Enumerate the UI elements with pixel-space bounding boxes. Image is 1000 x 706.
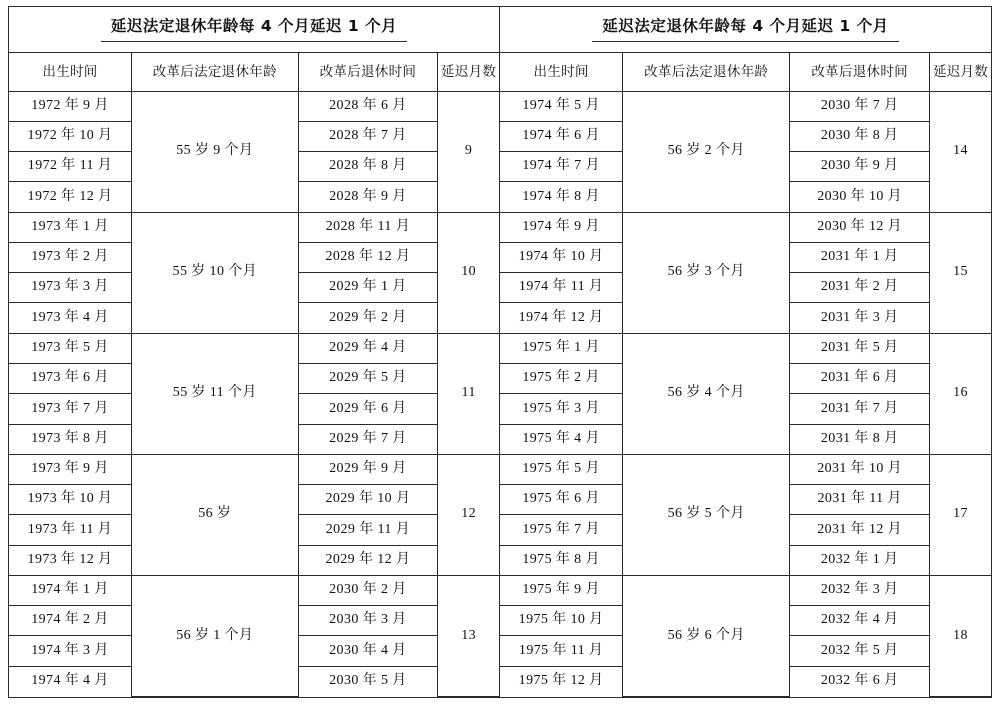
cell-retire: 2028 年 9 月 (298, 182, 438, 212)
cell-birth: 1975 年 11 月 (500, 636, 623, 666)
table-body-left (9, 7, 499, 697)
cell-birth: 1975 年 1 月 (500, 333, 623, 363)
cell-birth: 1974 年 11 月 (500, 273, 623, 303)
table-row (9, 333, 499, 363)
retirement-schedule-tables (8, 6, 992, 698)
cell-retire: 2029 年 2 月 (298, 303, 438, 333)
cell-birth: 1975 年 6 月 (500, 485, 623, 515)
cell-delay: 17 (930, 454, 991, 575)
cell-birth: 1973 年 12 月 (9, 545, 132, 575)
table-body-right (500, 7, 991, 697)
cell-retire: 2028 年 7 月 (298, 121, 438, 151)
cell-birth: 1974 年 2 月 (9, 606, 132, 636)
cell-retire: 2029 年 9 月 (298, 454, 438, 484)
cell-birth: 1974 年 1 月 (9, 575, 132, 605)
cell-birth: 1975 年 8 月 (500, 545, 623, 575)
cell-delay: 16 (930, 333, 991, 454)
cell-age: 56 岁 6 个月 (623, 575, 790, 696)
cell-retire: 2029 年 4 月 (298, 333, 438, 363)
table-title (9, 7, 499, 52)
table-title-text: 延迟法定退休年龄每 4 个月延迟 1 个月 (101, 17, 407, 43)
cell-birth: 1972 年 12 月 (9, 182, 132, 212)
cell-retire: 2031 年 1 月 (790, 242, 930, 272)
cell-delay: 14 (930, 91, 991, 212)
cell-retire: 2030 年 8 月 (790, 121, 930, 151)
cell-retire: 2031 年 6 月 (790, 364, 930, 394)
cell-age: 56 岁 3 个月 (623, 212, 790, 333)
cell-birth: 1973 年 6 月 (9, 364, 132, 394)
table-panel-left (9, 7, 500, 697)
cell-retire: 2031 年 10 月 (790, 454, 930, 484)
table-title-row (9, 7, 499, 52)
cell-retire: 2030 年 10 月 (790, 182, 930, 212)
cell-age: 55 岁 9 个月 (132, 91, 299, 212)
cell-retire: 2029 年 1 月 (298, 273, 438, 303)
column-header-delay: 延迟月数 (438, 52, 499, 91)
cell-birth: 1972 年 9 月 (9, 91, 132, 121)
cell-birth: 1973 年 1 月 (9, 212, 132, 242)
cell-birth: 1973 年 8 月 (9, 424, 132, 454)
cell-retire: 2028 年 6 月 (298, 91, 438, 121)
table-row (9, 454, 499, 484)
cell-retire: 2029 年 7 月 (298, 424, 438, 454)
table-row (9, 91, 499, 121)
cell-birth: 1974 年 8 月 (500, 182, 623, 212)
cell-birth: 1975 年 9 月 (500, 575, 623, 605)
cell-retire: 2029 年 11 月 (298, 515, 438, 545)
retirement-table-right (500, 7, 991, 697)
cell-birth: 1974 年 10 月 (500, 242, 623, 272)
cell-retire: 2030 年 3 月 (298, 606, 438, 636)
cell-retire: 2032 年 1 月 (790, 545, 930, 575)
column-header-age: 改革后法定退休年龄 (132, 52, 299, 91)
cell-delay: 12 (438, 454, 499, 575)
table-header-row (500, 52, 991, 91)
cell-birth: 1973 年 4 月 (9, 303, 132, 333)
cell-delay: 10 (438, 212, 499, 333)
cell-delay: 15 (930, 212, 991, 333)
cell-retire: 2028 年 11 月 (298, 212, 438, 242)
cell-birth: 1974 年 7 月 (500, 152, 623, 182)
cell-birth: 1972 年 11 月 (9, 152, 132, 182)
table-title (500, 7, 991, 52)
table-panel-right (500, 7, 991, 697)
cell-retire: 2029 年 10 月 (298, 485, 438, 515)
cell-birth: 1974 年 5 月 (500, 91, 623, 121)
cell-birth: 1974 年 4 月 (9, 666, 132, 696)
cell-retire: 2031 年 5 月 (790, 333, 930, 363)
cell-retire: 2028 年 12 月 (298, 242, 438, 272)
cell-birth: 1974 年 3 月 (9, 636, 132, 666)
retirement-table-left (9, 7, 499, 697)
table-row (9, 212, 499, 242)
cell-birth: 1973 年 11 月 (9, 515, 132, 545)
column-header-birth: 出生时间 (9, 52, 132, 91)
cell-birth: 1975 年 2 月 (500, 364, 623, 394)
table-title-text: 延迟法定退休年龄每 4 个月延迟 1 个月 (592, 17, 898, 43)
table-row (500, 575, 991, 605)
cell-birth: 1973 年 3 月 (9, 273, 132, 303)
cell-retire: 2028 年 8 月 (298, 152, 438, 182)
column-header-retire: 改革后退休时间 (790, 52, 930, 91)
cell-retire: 2031 年 11 月 (790, 485, 930, 515)
cell-retire: 2031 年 7 月 (790, 394, 930, 424)
cell-delay: 18 (930, 575, 991, 696)
cell-retire: 2032 年 3 月 (790, 575, 930, 605)
cell-retire: 2029 年 12 月 (298, 545, 438, 575)
cell-birth: 1975 年 7 月 (500, 515, 623, 545)
cell-delay: 11 (438, 333, 499, 454)
table-row (500, 333, 991, 363)
cell-birth: 1973 年 10 月 (9, 485, 132, 515)
cell-birth: 1975 年 4 月 (500, 424, 623, 454)
cell-birth: 1973 年 9 月 (9, 454, 132, 484)
table-row (500, 91, 991, 121)
cell-birth: 1973 年 2 月 (9, 242, 132, 272)
cell-birth: 1975 年 10 月 (500, 606, 623, 636)
cell-retire: 2030 年 9 月 (790, 152, 930, 182)
cell-retire: 2030 年 12 月 (790, 212, 930, 242)
column-header-age: 改革后法定退休年龄 (623, 52, 790, 91)
column-header-delay: 延迟月数 (930, 52, 991, 91)
table-row (500, 454, 991, 484)
cell-retire: 2032 年 4 月 (790, 606, 930, 636)
cell-delay: 9 (438, 91, 499, 212)
cell-retire: 2030 年 5 月 (298, 666, 438, 696)
cell-retire: 2032 年 6 月 (790, 666, 930, 696)
cell-birth: 1975 年 12 月 (500, 666, 623, 696)
table-title-row (500, 7, 991, 52)
cell-birth: 1973 年 5 月 (9, 333, 132, 363)
cell-retire: 2030 年 4 月 (298, 636, 438, 666)
cell-retire: 2031 年 3 月 (790, 303, 930, 333)
cell-retire: 2030 年 2 月 (298, 575, 438, 605)
cell-age: 56 岁 (132, 454, 299, 575)
column-header-retire: 改革后退休时间 (298, 52, 438, 91)
cell-retire: 2032 年 5 月 (790, 636, 930, 666)
table-header-row (9, 52, 499, 91)
cell-retire: 2031 年 8 月 (790, 424, 930, 454)
cell-birth: 1974 年 12 月 (500, 303, 623, 333)
cell-age: 56 岁 1 个月 (132, 575, 299, 696)
cell-birth: 1975 年 3 月 (500, 394, 623, 424)
cell-birth: 1972 年 10 月 (9, 121, 132, 151)
cell-age: 56 岁 2 个月 (623, 91, 790, 212)
cell-birth: 1973 年 7 月 (9, 394, 132, 424)
cell-age: 55 岁 11 个月 (132, 333, 299, 454)
column-header-birth: 出生时间 (500, 52, 623, 91)
cell-retire: 2029 年 5 月 (298, 364, 438, 394)
cell-retire: 2029 年 6 月 (298, 394, 438, 424)
cell-age: 56 岁 5 个月 (623, 454, 790, 575)
table-row (500, 212, 991, 242)
cell-birth: 1975 年 5 月 (500, 454, 623, 484)
cell-birth: 1974 年 9 月 (500, 212, 623, 242)
cell-delay: 13 (438, 575, 499, 696)
cell-age: 56 岁 4 个月 (623, 333, 790, 454)
cell-age: 55 岁 10 个月 (132, 212, 299, 333)
cell-retire: 2031 年 2 月 (790, 273, 930, 303)
cell-birth: 1974 年 6 月 (500, 121, 623, 151)
cell-retire: 2030 年 7 月 (790, 91, 930, 121)
cell-retire: 2031 年 12 月 (790, 515, 930, 545)
table-row (9, 575, 499, 605)
